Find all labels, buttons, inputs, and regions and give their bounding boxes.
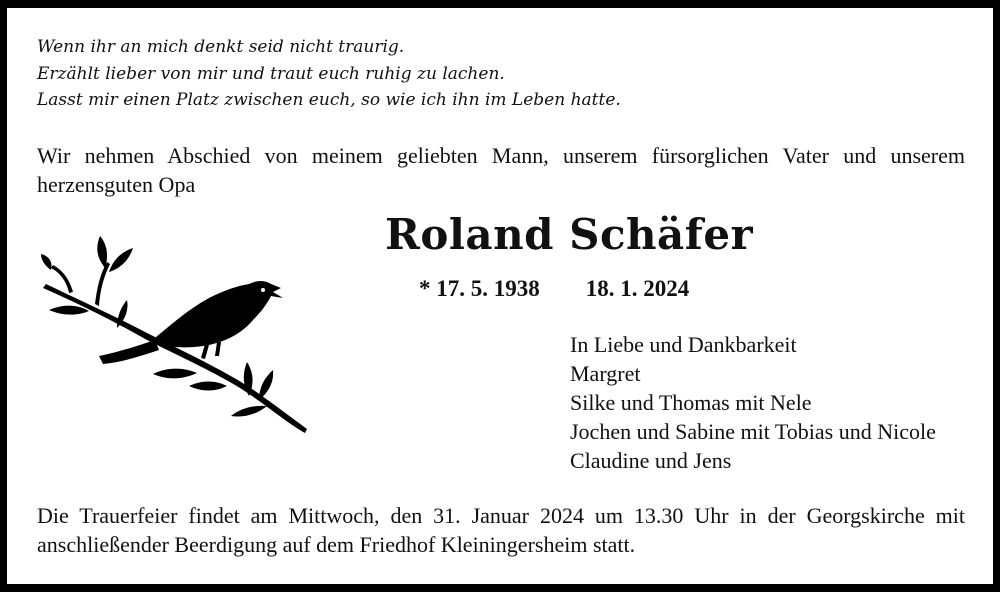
deceased-name: Roland Schäfer [385,210,754,259]
farewell-intro: Wir nehmen Abschied von meinem geliebten Mann, unserem fürsorglichen Vater und unserem herzensguten Opa [37,143,965,197]
mourners-list [570,330,936,475]
mourners-line: Silke und Thomas mit Nele [570,390,812,415]
mourners-line: In Liebe und Dankbarkeit [570,332,797,357]
life-dates [419,276,689,302]
death-date: 18. 1. 2024 [585,276,690,301]
mourners-line: Margret [570,361,641,386]
poem-line: Wenn ihr an mich denkt seid nicht traurig. [37,37,405,57]
funeral-details: Die Trauerfeier findet am Mittwoch, den 31. Januar 2024 um 13.30 Uhr in der Georgskirche mit anschließender Beerdigung auf dem Friedhof Kleiningersheim statt. [37,503,965,557]
poem [37,34,621,114]
birth-date: * 17. 5. 1938 [419,276,540,301]
poem-line: Lasst mir einen Platz zwischen euch, so wie ich ihn im Leben hatte. [37,90,621,110]
bird-on-branch-icon [37,228,307,433]
mourners-line: Claudine und Jens [570,448,732,473]
poem-line: Erzählt lieber von mir und traut euch ruhig zu lachen. [37,63,505,84]
mourners-line: Jochen und Sabine mit Tobias und Nicole [570,419,936,444]
